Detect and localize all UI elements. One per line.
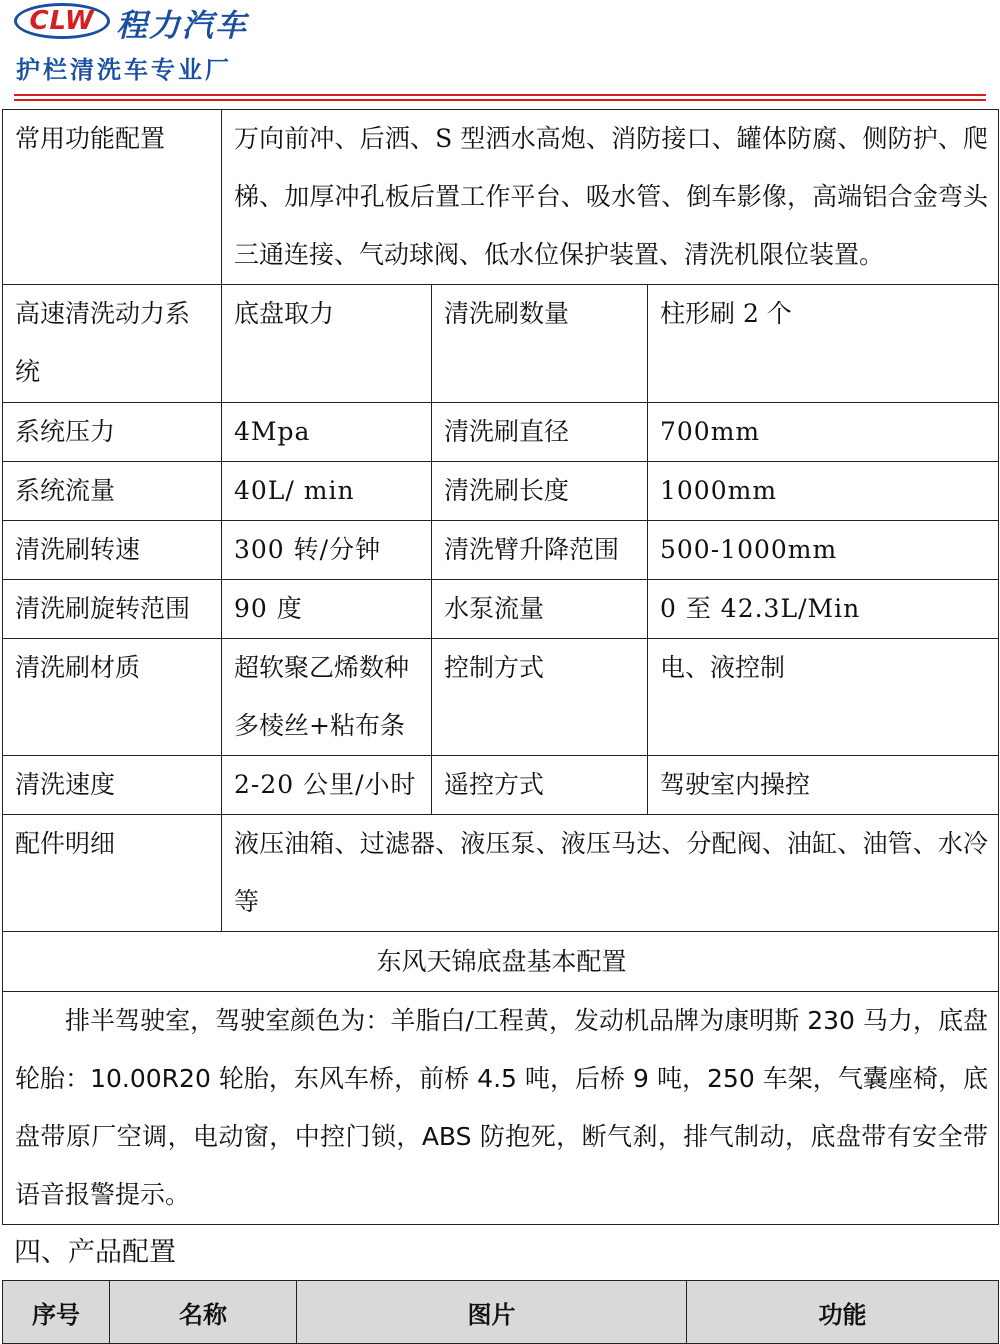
spec-value: 驾驶室内操控 — [648, 756, 999, 815]
spec-label: 系统流量 — [3, 462, 222, 521]
spec-label: 控制方式 — [432, 639, 648, 756]
product-table — [2, 1280, 999, 1344]
spec-row — [3, 639, 999, 756]
column-header-function: 功能 — [687, 1281, 999, 1344]
chassis-desc-row — [3, 992, 999, 1225]
spec-value: 40L/ min — [222, 462, 432, 521]
spec-label: 清洗刷转速 — [3, 521, 222, 580]
page-header — [0, 0, 1000, 110]
spec-row-parts — [3, 815, 999, 932]
spec-value: 2-20 公里/小时 — [222, 756, 432, 815]
product-table-header — [3, 1281, 999, 1344]
spec-value: 柱形刷 2 个 — [648, 285, 999, 403]
logo-letters: CLW — [29, 6, 95, 36]
spec-label: 清洗速度 — [3, 756, 222, 815]
spec-value: 1000mm — [648, 462, 999, 521]
spec-table — [2, 109, 999, 1225]
spec-label: 清洗臂升降范围 — [432, 521, 648, 580]
chassis-description: 排半驾驶室，驾驶室颜色为：羊脂白/工程黄，发动机品牌为康明斯 230 马力，底盘轮胎：10.00R20 轮胎，东风车桥，前桥 4.5 吨，后桥 9 吨，250 车架，气囊座椅，底盘带原厂空调，电动窗，中控门锁，ABS 防抱死，断气刹，排气制动，底盘带有安全带语音报警提示。 — [3, 992, 999, 1225]
spec-row — [3, 403, 999, 462]
spec-label: 系统压力 — [3, 403, 222, 462]
spec-label: 清洗刷材质 — [3, 639, 222, 756]
spec-value: 300 转/分钟 — [222, 521, 432, 580]
spec-value: 700mm — [648, 403, 999, 462]
chassis-title: 东风天锦底盘基本配置 — [3, 932, 999, 992]
spec-label: 水泵流量 — [432, 580, 648, 639]
spec-value: 超软聚乙烯数种多棱丝+粘布条 — [222, 639, 432, 756]
spec-row-common — [3, 110, 999, 285]
spec-row — [3, 285, 999, 403]
spec-label: 清洗刷数量 — [432, 285, 648, 403]
spec-value: 万向前冲、后洒、S 型洒水高炮、消防接口、罐体防腐、侧防护、爬梯、加厚冲孔板后置工作平台、吸水管、倒车影像，高端铝合金弯头三通连接、气动球阀、低水位保护装置、清洗机限位装置。 — [222, 110, 999, 285]
spec-label: 清洗刷长度 — [432, 462, 648, 521]
spec-row — [3, 462, 999, 521]
spec-row — [3, 756, 999, 815]
spec-value: 4Mpa — [222, 403, 432, 462]
spec-value: 90 度 — [222, 580, 432, 639]
header-divider-top — [14, 94, 986, 96]
spec-value: 500-1000mm — [648, 521, 999, 580]
spec-label: 清洗刷旋转范围 — [3, 580, 222, 639]
spec-value: 电、液控制 — [648, 639, 999, 756]
spec-value: 液压油箱、过滤器、液压泵、液压马达、分配阀、油缸、油管、水冷等 — [222, 815, 999, 932]
header-divider-bottom — [14, 99, 986, 101]
spec-label: 配件明细 — [3, 815, 222, 932]
chassis-title-row — [3, 932, 999, 992]
column-header-name: 名称 — [110, 1281, 297, 1344]
brand-name: 程力汽车 — [116, 8, 248, 44]
spec-value: 底盘取力 — [222, 285, 432, 403]
spec-label: 高速清洗动力系统 — [3, 285, 222, 403]
clw-logo — [14, 3, 110, 39]
brand-tagline: 护栏清洗车专业厂 — [16, 56, 232, 84]
spec-value: 0 至 42.3L/Min — [648, 580, 999, 639]
spec-label: 遥控方式 — [432, 756, 648, 815]
column-header-image: 图片 — [297, 1281, 687, 1344]
spec-row — [3, 580, 999, 639]
column-header-index: 序号 — [3, 1281, 110, 1344]
spec-label: 常用功能配置 — [3, 110, 222, 285]
section-heading: 四、产品配置 — [14, 1237, 176, 1268]
spec-label: 清洗刷直径 — [432, 403, 648, 462]
spec-row — [3, 521, 999, 580]
